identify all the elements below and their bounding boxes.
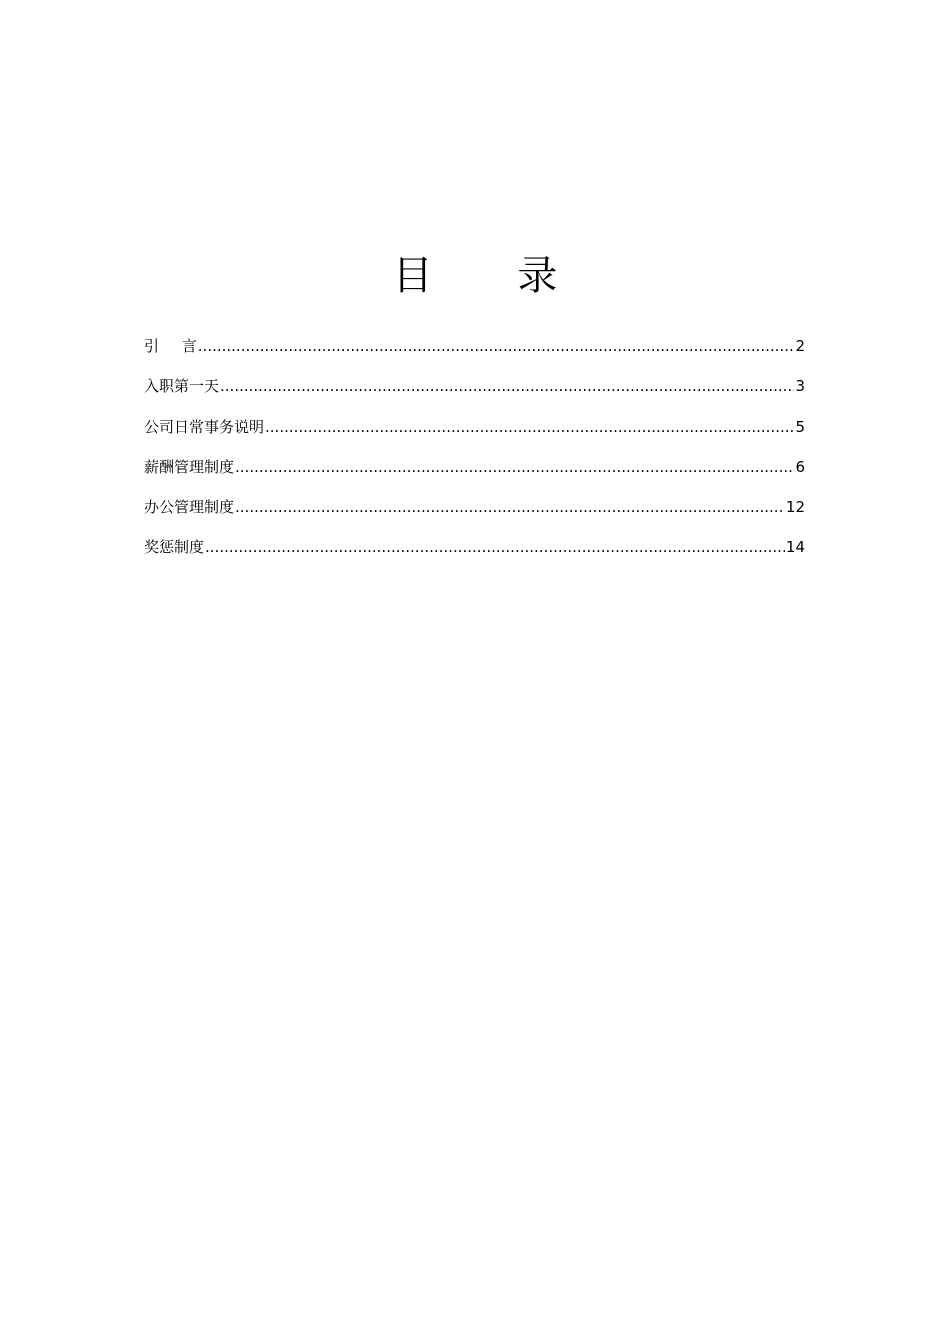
table-of-contents [144, 333, 805, 575]
toc-page-number: 12 [785, 498, 805, 517]
toc-dot-leader [265, 414, 794, 440]
toc-title: 目 录 [392, 253, 594, 299]
toc-entry-label: 引 言 [144, 337, 197, 355]
toc-dot-leader [220, 373, 794, 399]
toc-entry-intro[interactable] [144, 333, 805, 373]
toc-entry-first-day[interactable] [144, 373, 805, 413]
toc-entry-office-policy[interactable] [144, 494, 805, 534]
toc-entry-label: 薪酬管理制度 [144, 457, 235, 476]
toc-dot-leader [205, 534, 785, 560]
toc-entry-rewards-penalties[interactable] [144, 534, 805, 574]
toc-dot-leader [235, 494, 785, 520]
toc-page-number: 5 [795, 417, 805, 436]
toc-entry-label: 奖惩制度 [144, 538, 205, 557]
toc-entry-salary-policy[interactable] [144, 454, 805, 494]
toc-page-number: 3 [795, 377, 805, 396]
toc-entry-label: 公司日常事务说明 [144, 417, 265, 436]
toc-entry-label: 办公管理制度 [144, 498, 235, 517]
toc-dot-leader [198, 333, 795, 359]
toc-entry-label: 入职第一天 [144, 377, 220, 396]
toc-page-number: 6 [795, 457, 805, 476]
toc-entry-daily-affairs[interactable] [144, 414, 805, 454]
toc-page-number: 2 [795, 337, 805, 355]
toc-dot-leader [235, 454, 794, 480]
toc-page-number: 14 [785, 538, 805, 557]
